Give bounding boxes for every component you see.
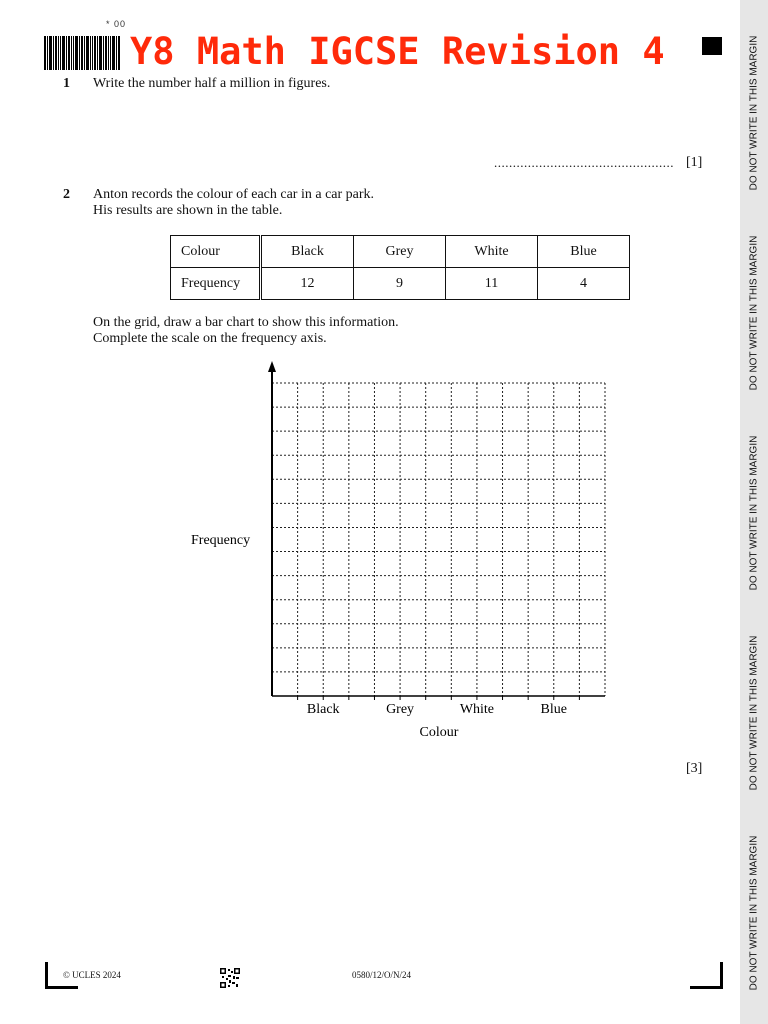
answer-line[interactable]: ................................................ [494,155,674,170]
instruction-line2: Complete the scale on the frequency axis. [93,331,327,346]
category-label: White [459,702,495,717]
category-label: Black [306,702,340,717]
table-cell: 11 [446,268,538,300]
margin-warning: DO NOT WRITE IN THIS MARGIN [748,235,760,391]
y-axis-arrow-icon [268,361,276,372]
margin-warning: DO NOT WRITE IN THIS MARGIN [748,835,760,991]
category-labels [307,702,567,717]
qr-code-icon [220,968,240,988]
category-label: Blue [540,702,567,717]
table-cell: Blue [538,236,630,268]
marks-label: [3] [686,761,703,776]
margin-warning: DO NOT WRITE IN THIS MARGIN [748,35,760,191]
table-cell: Grey [354,236,446,268]
copyright: © UCLES 2024 [63,970,121,980]
table-cell: White [446,236,538,268]
table-cell: 9 [354,268,446,300]
instruction-line1: On the grid, draw a bar chart to show this information. [93,315,399,330]
marks-label: [1] [686,155,703,170]
margin-strip [740,0,768,1024]
table-cell: 12 [261,268,354,300]
question-number: 2 [63,187,70,202]
category-label: Grey [386,702,415,717]
margin-warning: DO NOT WRITE IN THIS MARGIN [748,635,760,791]
y-axis-label: Frequency [191,533,251,548]
barcode-number: * 00 [106,19,127,29]
question-number: 1 [63,76,70,91]
margin-warning: DO NOT WRITE IN THIS MARGIN [748,435,760,591]
paper-code: 0580/12/O/N/24 [352,970,412,980]
table-cell: Black [261,236,354,268]
x-axis-label: Colour [419,725,459,740]
question-text: Write the number half a million in figures. [93,76,331,91]
table-header-colour: Colour [171,236,261,268]
chart-axes [268,361,605,700]
table-header-frequency: Frequency [171,268,261,300]
question-text-line1: Anton records the colour of each car in a car park. [93,187,375,202]
question-text-line2: His results are shown in the table. [93,203,283,218]
corner-bracket-right [690,962,723,989]
grid-lines [272,383,605,696]
table-cell: 4 [538,268,630,300]
page-title: Y8 Math IGCSE Revision 4 [130,30,665,73]
